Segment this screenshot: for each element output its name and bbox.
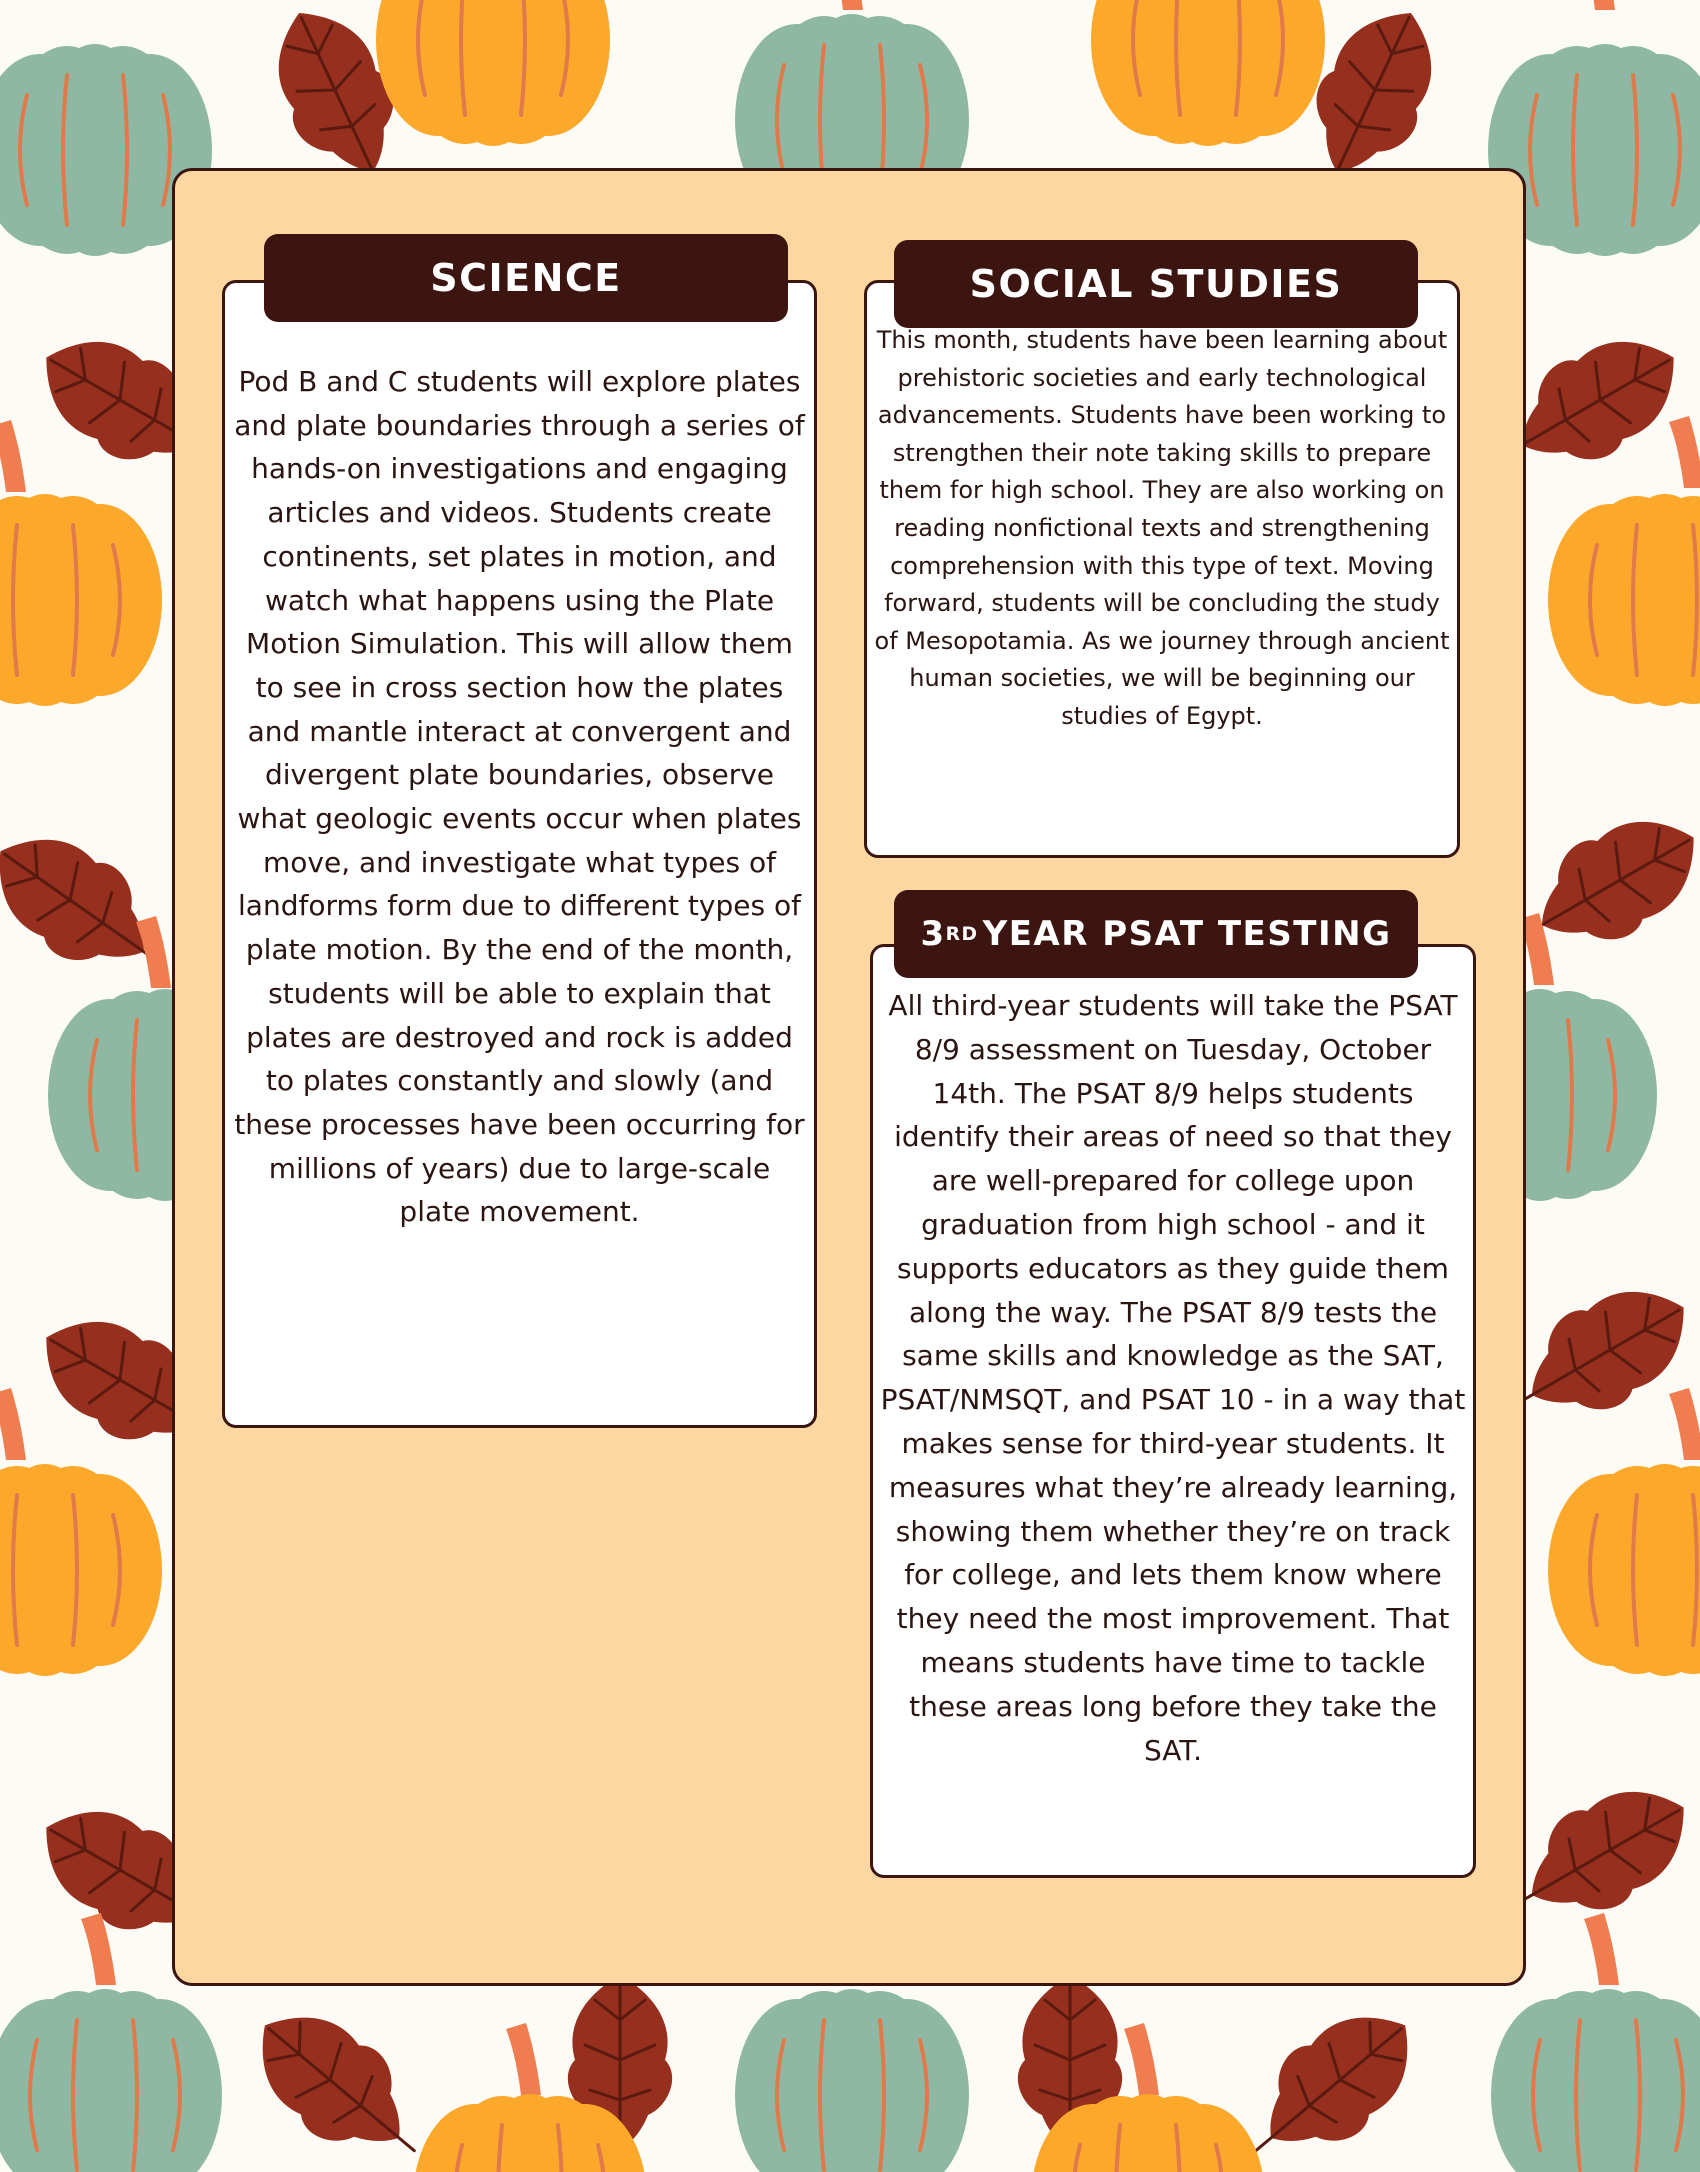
psat-title-suffix: RD: [945, 923, 979, 945]
psat-title-rest: YEAR PSAT TESTING: [982, 914, 1392, 954]
psat-title-number: 3: [920, 914, 946, 954]
science-title: [264, 234, 788, 322]
psat-body: All third-year students will take the PSAT 8/9 assessment on Tuesday, October 14th. The PSAT 8/9 helps students identify their areas of need so that they are well-prepared for college upon graduation from high school - and it supports educators as they guide them along the way. The PSAT 8/9 tests the same skills and knowledge as the SAT, PSAT/NMSQT, and PSAT 10 - in a way that makes sense for third-year students. It measures what they’re already learning, showing them whether they’re on track for college, and lets them know where they need the most improvement. That means students have time to tackle these areas long before they take the SAT.: [880, 989, 1466, 1767]
social-studies-title: [894, 240, 1418, 328]
science-body: Pod B and C students will explore plates and plate boundaries through a series of hands-on investigations and engaging articles and videos. Students create continents, set plates in motion, and watch what happens using the Plate Motion Simulation. This will allow them to see in cross section how the plates and mantle interact at convergent and divergent plate boundaries, observe what geologic events occur when plates move, and investigate what types of landforms form due to different types of plate motion. By the end of the month, students will be able to explain that plates are destroyed and rock is added to plates constantly and slowly (and these processes have been occurring for millions of years) due to large-scale plate movement.: [234, 365, 805, 1229]
psat-title: [894, 890, 1418, 978]
science-title-text: SCIENCE: [430, 256, 622, 300]
social-studies-body: This month, students have been learning about prehistoric societies and early technological advancements. Students have been working to strengthen their note taking skills to prepare them for high school. They are also working on reading nonfictional texts and strengthening comprehension with this type of text. Moving forward, students will be concluding the study of Mesopotamia. As we journey through ancient human societies, we will be beginning our studies of Egypt.: [874, 326, 1450, 730]
social-studies-title-text: SOCIAL STUDIES: [969, 262, 1343, 306]
